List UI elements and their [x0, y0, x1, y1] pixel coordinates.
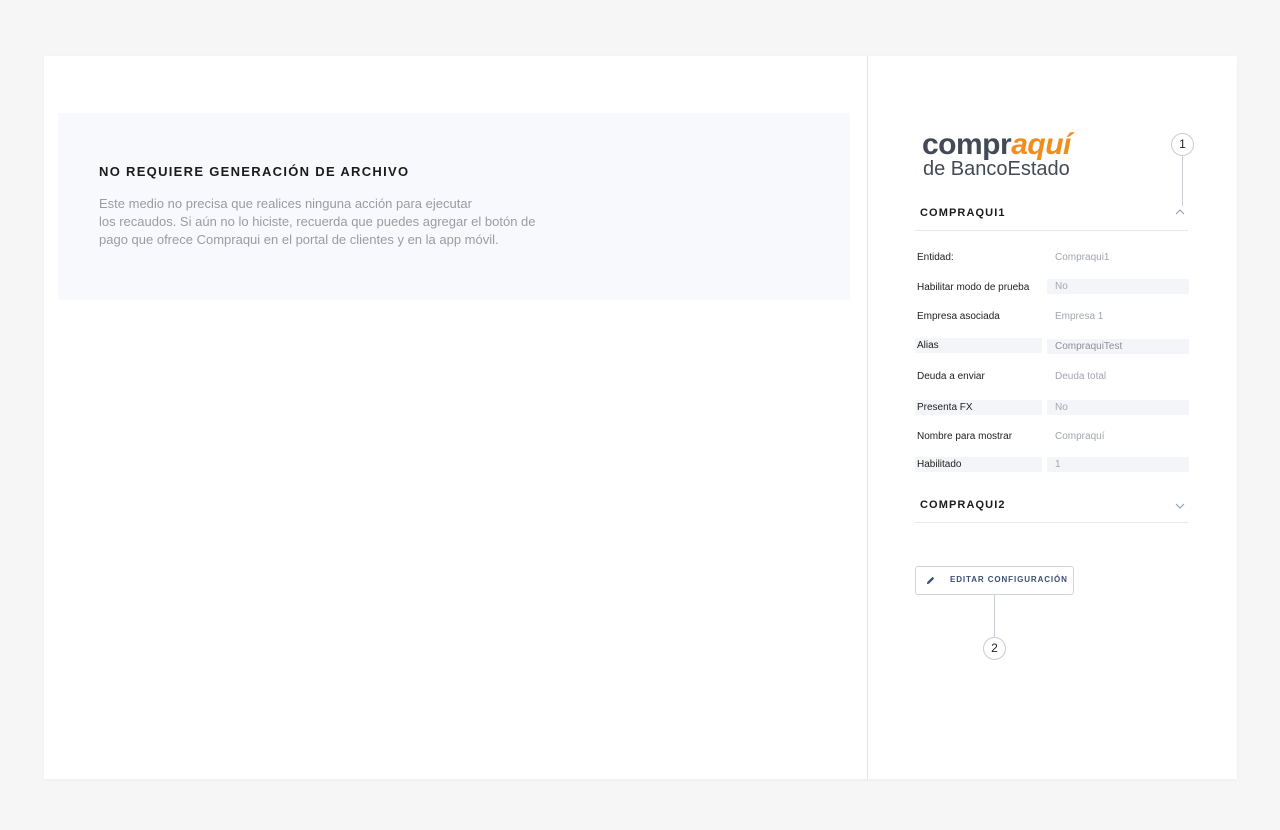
field-value-deuda: Deuda total: [1055, 371, 1107, 382]
info-panel: [58, 113, 850, 300]
field-value-habilitado: 1: [1047, 457, 1189, 472]
info-description-line: pago que ofrece Compraqui en el portal de clientes y en la app móvil.: [99, 232, 499, 247]
field-label-habilitado: Habilitado: [915, 457, 1042, 472]
field-label-presenta-fx: Presenta FX: [915, 400, 1042, 415]
accordion-title: COMPRAQUI1: [920, 207, 1006, 219]
pencil-icon: [925, 575, 936, 586]
field-label-deuda: Deuda a enviar: [917, 371, 985, 382]
info-description-line: Este medio no precisa que realices ninguna acción para ejecutar: [99, 196, 472, 211]
chevron-down-icon: [1174, 500, 1186, 512]
info-description: [99, 195, 569, 249]
accordion-header-compraqui2[interactable]: [915, 492, 1188, 523]
accordion-title: COMPRAQUI2: [920, 499, 1006, 511]
field-value-modo-prueba: No: [1047, 279, 1189, 294]
logo-subtitle: de BancoEstado: [923, 158, 1070, 180]
field-value-alias: CompraquiTest: [1047, 339, 1189, 354]
field-value-entidad: Compraqui1: [1055, 252, 1110, 263]
field-label-nombre-mostrar: Nombre para mostrar: [917, 431, 1013, 442]
logo-wordmark: [922, 130, 1071, 160]
logo-wordmark-main: compr: [922, 128, 1012, 161]
edit-configuration-button[interactable]: [915, 566, 1074, 595]
accordion-header-compraqui1[interactable]: [915, 200, 1188, 231]
logo-wordmark-accent: aquí: [1011, 128, 1071, 161]
info-title: NO REQUIERE GENERACIÓN DE ARCHIVO: [99, 164, 410, 179]
callout-line-2: [994, 595, 995, 637]
callout-line-1: [1182, 156, 1183, 206]
field-label-alias: Alias: [915, 338, 1042, 353]
info-description-line: los recaudos. Si aún no lo hiciste, recuerda que puedes agregar el botón de: [99, 214, 536, 229]
panel-divider: [867, 56, 868, 779]
field-value-presenta-fx: No: [1047, 400, 1189, 415]
field-label-modo-prueba: Habilitar modo de prueba: [917, 282, 1030, 293]
callout-badge-2: 2: [983, 637, 1006, 660]
chevron-up-icon: [1174, 206, 1186, 218]
field-label-empresa: Empresa asociada: [917, 311, 1000, 322]
field-value-empresa: Empresa 1: [1055, 311, 1104, 322]
field-value-nombre-mostrar: Compraquí: [1055, 431, 1105, 442]
field-label-entidad: Entidad:: [917, 252, 954, 263]
callout-badge-1: 1: [1171, 133, 1194, 156]
edit-configuration-label: EDITAR CONFIGURACIÓN: [950, 575, 1068, 584]
